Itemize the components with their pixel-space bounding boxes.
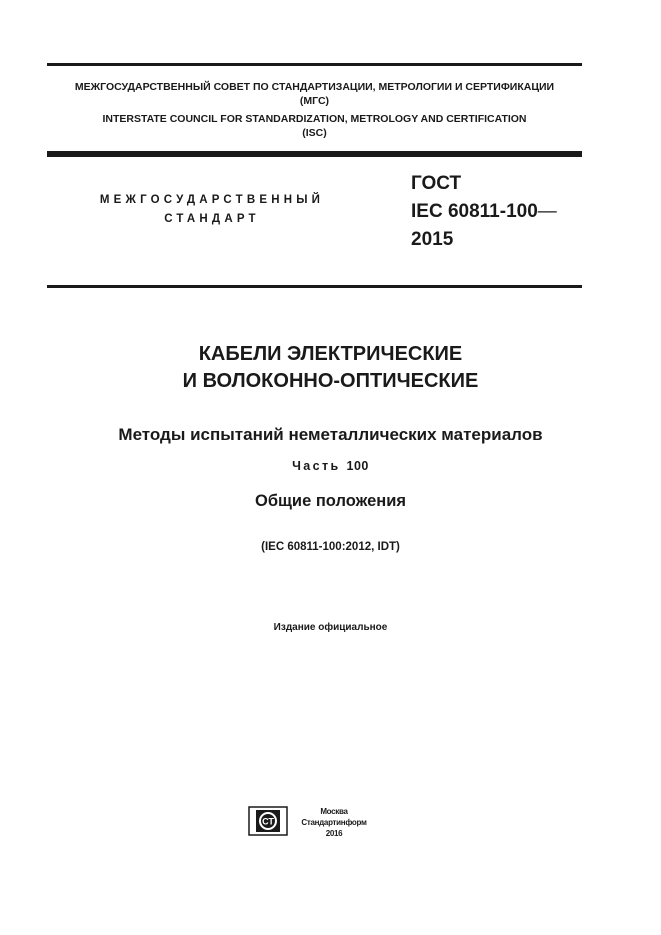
header-rule-thick [47, 151, 582, 157]
publisher-city: Москва [320, 807, 348, 816]
logo-text: СТ [262, 816, 274, 827]
document-subtitle: Методы испытаний неметаллических материалов [118, 425, 543, 444]
gost-number-text: IEC 60811-100 [411, 201, 538, 222]
council-abbr-en: (ISC) [302, 127, 327, 139]
part-label [0, 459, 661, 473]
document-title-line2: И ВОЛОКОННО-ОПТИЧЕСКИЕ [182, 370, 479, 392]
publisher-name: Стандартинформ [301, 818, 367, 827]
part-number: 100 [346, 459, 369, 473]
part-title: Общие положения [254, 492, 406, 510]
gost-year: 2015 [411, 229, 454, 250]
gost-label: ГОСТ [411, 173, 462, 194]
council-name-en: INTERSTATE COUNCIL FOR STANDARDIZATION, METROLOGY AND CERTIFICATION [102, 113, 527, 125]
standard-type-line2: СТАНДАРТ [164, 213, 260, 225]
iec-equivalence: (IEC 60811-100:2012, IDT) [261, 541, 400, 553]
document-title-line1: КАБЕЛИ ЭЛЕКТРИЧЕСКИЕ [198, 343, 463, 365]
standartinform-logo-icon [248, 806, 288, 836]
top-rule-thin [47, 63, 582, 66]
gost-number [411, 197, 557, 226]
council-name-ru: МЕЖГОСУДАРСТВЕННЫЙ СОВЕТ ПО СТАНДАРТИЗАЦИИ, МЕТРОЛОГИИ И СЕРТИФИКАЦИИ [74, 81, 555, 93]
gost-number-dash: — [537, 201, 557, 222]
standard-type-line1: МЕЖГОСУДАРСТВЕННЫЙ [99, 194, 325, 206]
part-word: Часть [292, 459, 341, 473]
designation-rule [47, 285, 582, 288]
publisher-year: 2016 [325, 829, 343, 838]
edition-note: Издание официальное [273, 622, 388, 633]
council-abbr-ru: (МГС) [299, 95, 330, 107]
